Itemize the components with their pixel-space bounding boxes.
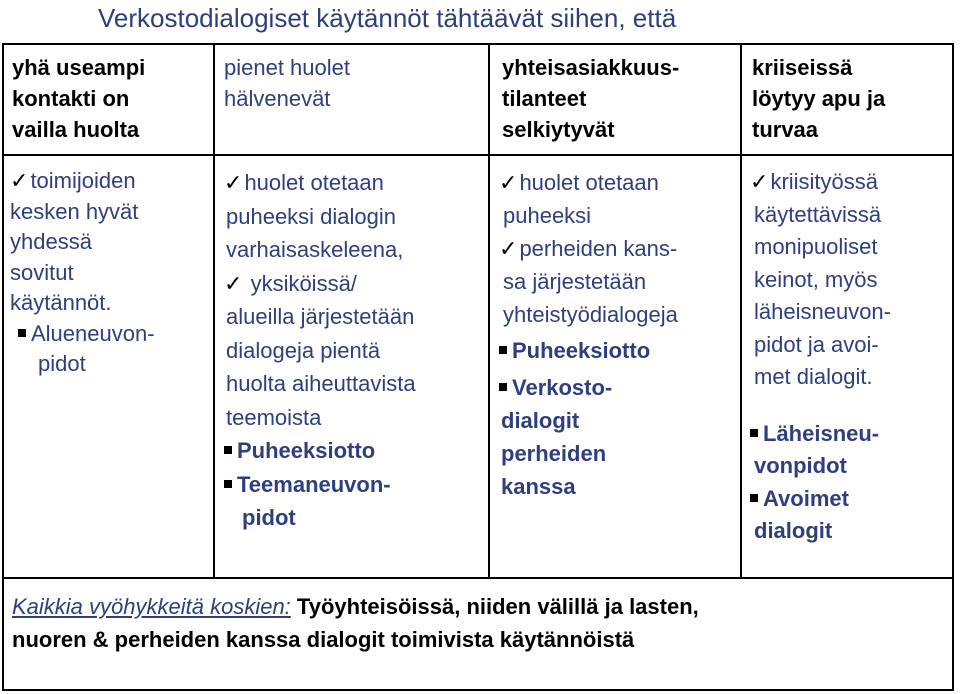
column-body-4: ✓kriisityössä käytettävissä monipuoliset keinot, myös läheisneuvon- pidot ja avoi- met dialogit. Läheisneu- vonpidot Avoimet dialogit [750, 169, 891, 543]
column-divider [488, 43, 490, 579]
column-divider [740, 43, 742, 579]
square-bullet-icon [750, 494, 758, 502]
checkmark-icon: ✓ [750, 169, 769, 194]
square-bullet-icon [224, 446, 232, 454]
slide-title: Verkostodialogiset käytännöt tähtäävät siihen, että [98, 3, 677, 33]
column-divider [213, 43, 215, 579]
column-header-4: kriiseissä löytyy apu ja turvaa [752, 55, 886, 142]
header-divider [2, 154, 954, 156]
column-header-3: yhteisasiakkuus- tilanteet selkiytyvät [502, 55, 680, 142]
footer-note: Kaikkia vyöhykkeitä koskien: Työyhteisöissä, niiden välillä ja lasten, nuoren & perheiden kanssa dialogit toimivista käytännöistä [12, 594, 699, 652]
column-body-1: ✓toimijoiden kesken hyvät yhdessä sovitut käytännöt. Alueneuvon- pidot [10, 168, 155, 376]
square-bullet-icon [750, 429, 758, 437]
column-header-2: pienet huolet hälvenevät [224, 55, 350, 111]
checkmark-icon: ✓ [499, 236, 518, 261]
footer-divider [2, 577, 954, 579]
column-body-2: ✓huolet otetaan puheeksi dialogin varhaisaskeleena, ✓ yksiköissä/ alueilla järjestetään dialogeja pientä huolta aiheuttavista teemoista Puheeksiotto Teemaneuvon- pidot [224, 170, 416, 530]
column-header-1: yhä useampi kontakti on vailla huolta [12, 55, 146, 142]
square-bullet-icon [224, 480, 232, 488]
checkmark-icon: ✓ [224, 270, 243, 296]
checkmark-icon: ✓ [499, 170, 518, 195]
square-bullet-icon [499, 383, 507, 391]
column-body-3: ✓huolet otetaan puheeksi ✓perheiden kans- sa järjestetään yhteistyödialogeja Puheeksiotto Verkosto- dialogit perheiden kanssa [499, 170, 678, 499]
checkmark-icon: ✓ [224, 170, 243, 195]
square-bullet-icon [499, 346, 507, 354]
square-bullet-icon [18, 329, 26, 337]
checkmark-icon: ✓ [10, 168, 29, 193]
